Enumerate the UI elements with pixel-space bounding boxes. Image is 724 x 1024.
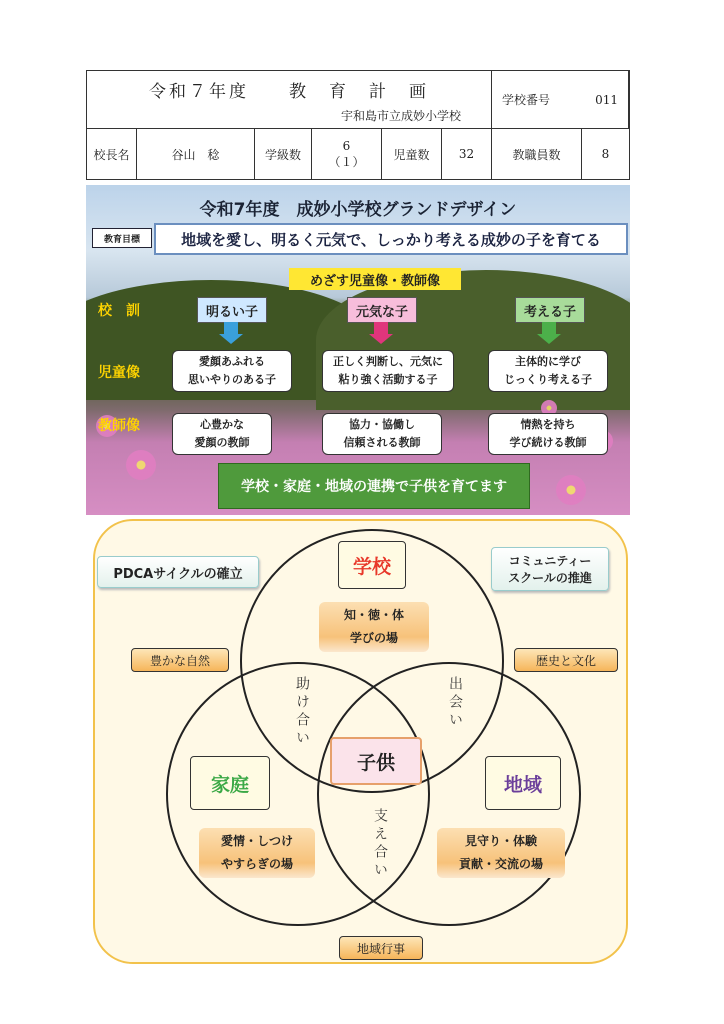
node-school: 学校: [338, 541, 406, 589]
child-ideal-2-line1: 正しく判断し、元気に: [333, 355, 443, 369]
staff-value: 8: [601, 147, 610, 161]
motto-thinking: 考える子: [515, 297, 585, 323]
region-desc-line2: 貢献・交流の場: [458, 857, 543, 871]
node-home: 家庭: [190, 756, 270, 810]
teacher-ideal-3-line1: 情熱を持ち: [520, 418, 576, 432]
community-line2: スクールの推進: [508, 571, 592, 585]
nature-label: 豊かな自然: [131, 648, 229, 672]
principal-name: 谷山 稔: [137, 129, 255, 179]
classes-sub: （１）: [328, 154, 365, 169]
teacher-ideal-2-line1: 協力・協働し: [349, 418, 415, 432]
education-goal: 地域を愛し、明るく元気で、しっかり考える成妙の子を育てる: [154, 223, 628, 255]
staff-label: 教職員数: [492, 129, 582, 179]
classes-label: 学級数: [255, 129, 312, 179]
child-ideal-1-line1: 愛顔あふれる: [199, 355, 265, 369]
pdca-label: PDCAサイクルの確立: [97, 556, 259, 588]
support-each-other-text: 支え合い: [372, 808, 388, 880]
community-school-label: [491, 547, 609, 591]
teacher-ideal-1-line2: 愛顔の教師: [194, 436, 250, 449]
region-desc: [437, 828, 565, 878]
row-label-teacher: 教師像: [98, 418, 140, 434]
school-desc: [319, 602, 429, 652]
child-ideal-3-line2: じっくり考える子: [504, 373, 592, 386]
classes-value: 6: [342, 138, 351, 153]
row-label-motto: 校 訓: [98, 303, 140, 319]
school-desc-line1: 知・徳・体: [343, 608, 404, 623]
child-ideal-2-line2: 粘り強く活動する子: [338, 373, 438, 386]
history-culture-label: 歴史と文化: [514, 648, 618, 672]
child-ideal-3-line1: 主体的に学び: [515, 355, 581, 369]
school-desc-line2: 学びの場: [349, 631, 398, 645]
node-child: 子供: [330, 737, 422, 785]
aim-heading: めざす児童像・教師像: [289, 268, 461, 290]
help-each-other-text: 助け合い: [294, 676, 310, 748]
home-desc: [199, 828, 315, 878]
teacher-ideal-1-line1: 心豊かな: [200, 418, 244, 432]
goal-tag: 教育目標: [92, 228, 152, 248]
home-desc-line2: やすらぎの場: [220, 857, 293, 871]
students-label: 児童数: [382, 129, 442, 179]
school-name: 宇和島市立成妙小学校: [340, 109, 461, 123]
students-value: 32: [442, 129, 492, 179]
encounter-text: 出会い: [447, 676, 463, 730]
child-ideal-1-line2: 思いやりのある子: [188, 373, 276, 386]
node-region: 地域: [485, 756, 561, 810]
school-no-label: 学校番号: [502, 93, 551, 107]
motto-energetic: 元気な子: [347, 297, 417, 323]
home-desc-line1: 愛情・しつけ: [220, 834, 293, 849]
row-label-child: 児童像: [98, 365, 140, 381]
teacher-ideal-3-line2: 学び続ける教師: [509, 436, 587, 449]
teacher-ideal-2-line2: 信頼される教師: [343, 436, 421, 449]
banner-title: 令和7年度 成妙小学校グランドデザイン: [199, 200, 517, 220]
events-label: 地域行事: [339, 936, 423, 960]
motto-bright: 明るい子: [197, 297, 267, 323]
principal-label: 校長名: [87, 129, 137, 179]
cooperation-slogan: 学校・家庭・地域の連携で子供を育てます: [218, 463, 530, 509]
school-no-value: 011: [595, 92, 618, 107]
community-line1: コミュニティー: [508, 554, 592, 568]
region-desc-line1: 見守り・体験: [464, 834, 537, 849]
plan-title: 令和７年度 教 育 計 画: [149, 82, 429, 102]
